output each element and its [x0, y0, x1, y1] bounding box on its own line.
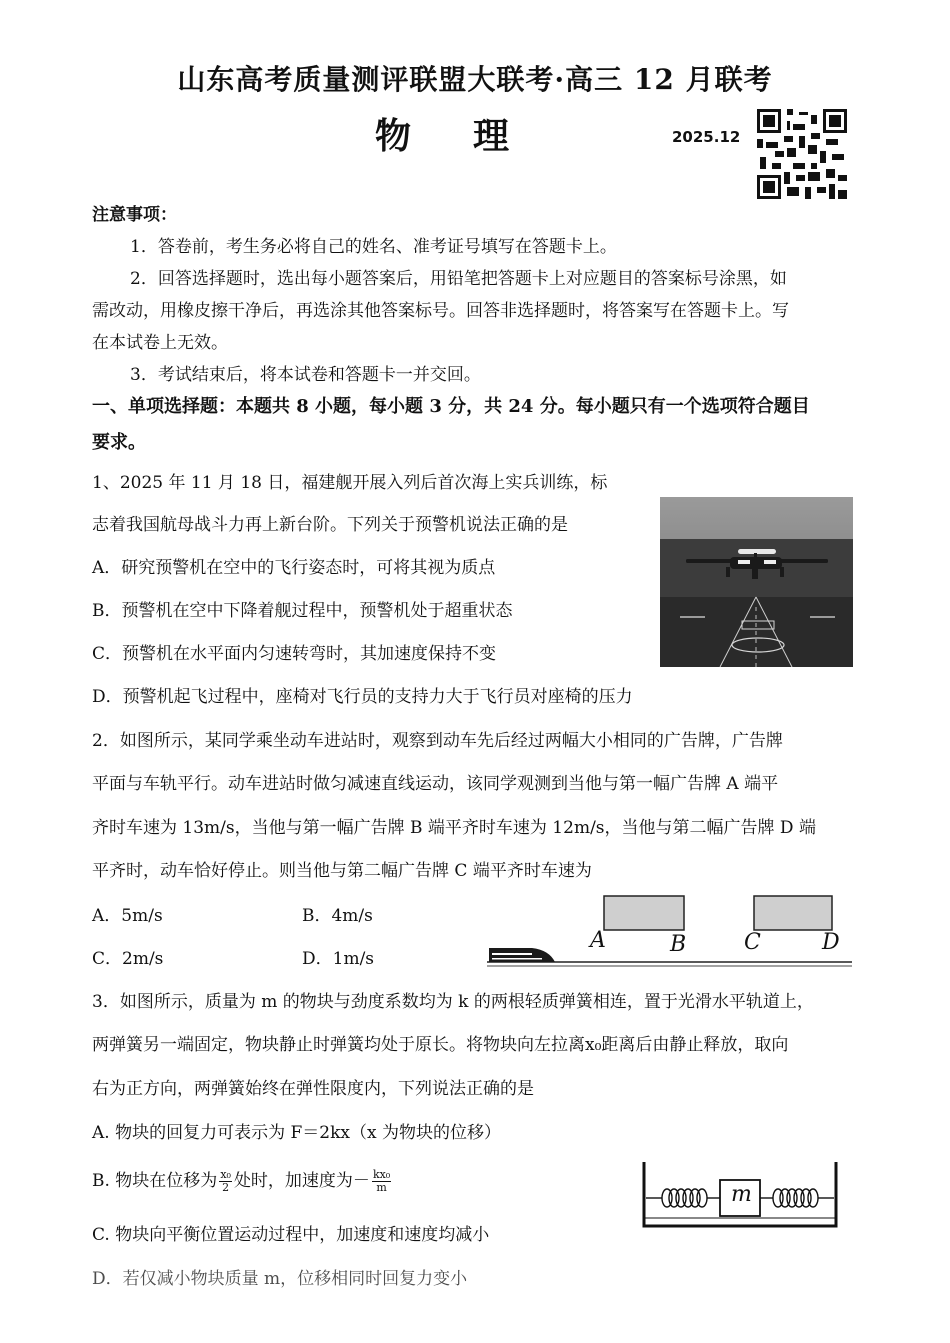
q1-option-b: B．预警机在空中下降着舰过程中，预警机处于超重状态 — [92, 601, 513, 621]
q3-option-b-prefix: B. 物块在位移为 — [92, 1171, 218, 1191]
q3-stem-line-2: 两弹簧另一端固定，物块静止时弹簧均处于原长。将物块向左拉离x₀距离后由静止释放，取向 — [92, 1035, 789, 1055]
q3-stem-line-1: 3．如图所示，质量为 m 的物块与劲度系数均为 k 的两根轻质弹簧相连，置于光滑水平轨道上， — [92, 992, 814, 1012]
section-heading-line-1: 一、单项选择题：本题共 8 小题，每小题 3 分，共 24 分。每小题只有一个选项符合题目 — [92, 396, 810, 417]
q1-stem-line-1: 1、2025 年 11 月 18 日，福建舰开展入列后首次海上实兵训练，标 — [92, 473, 608, 493]
q3-spring-mass-figure — [640, 1160, 840, 1232]
billboard-1 — [604, 896, 684, 930]
notice-item-2-line-3: 在本试卷上无效。 — [92, 333, 228, 353]
q1-option-c: C．预警机在水平面内匀速转弯时，其加速度保持不变 — [92, 644, 497, 664]
q3-option-b-middle: 处时，加速度为－ — [233, 1171, 370, 1191]
notice-item-3: 3．考试结束后，将本试卷和答题卡一并交回。 — [130, 365, 481, 385]
billboard-2 — [754, 896, 832, 930]
subject-title: 物理 — [375, 115, 572, 157]
q2-option-d: D．1m/s — [302, 949, 375, 969]
fraction-x0-over-2: $\frac{\text{x₀}}{2}$ — [220, 1168, 231, 1194]
q2-stem-line-2: 平面与车轨平行。动车进站时做匀减速直线运动，该同学观测到当他与第一幅广告牌 A 端平 — [92, 774, 779, 794]
q3-option-d: D．若仅减小物块质量 m，位移相同时回复力变小 — [92, 1269, 468, 1289]
label-b: B — [670, 932, 687, 957]
notice-item-2-line-1: 2．回答选择题时，选出每小题答案后，用铅笔把答题卡上对应题目的答案标号涂黑，如 — [130, 269, 787, 289]
q3-option-b — [92, 1166, 393, 1194]
left-spring — [646, 1189, 720, 1207]
label-c: C — [744, 930, 761, 955]
mass-label: m — [731, 1182, 752, 1207]
label-d: D — [822, 930, 840, 955]
q3-option-a: A. 物块的回复力可表示为 F＝2kx（x 为物块的位移） — [92, 1123, 501, 1143]
exam-date: 2025.12 — [672, 128, 741, 146]
train-icon — [489, 948, 555, 962]
q2-billboard-figure — [487, 892, 852, 972]
q2-option-a: A．5m/s — [92, 906, 163, 926]
q1-option-a: A．研究预警机在空中的飞行姿态时，可将其视为质点 — [92, 558, 496, 578]
notice-heading: 注意事项： — [92, 205, 177, 225]
q3-stem-line-3: 右为正方向，两弹簧始终在弹性限度内，下列说法正确的是 — [92, 1079, 534, 1099]
q1-stem-line-2: 志着我国航母战斗力再上新台阶。下列关于预警机说法正确的是 — [92, 515, 568, 535]
notice-item-1: 1．答卷前，考生务必将自己的姓名、准考证号填写在答题卡上。 — [130, 237, 617, 257]
fraction-kx0-over-m: $\frac{\text{kx₀}}{m}$ — [372, 1168, 391, 1194]
right-spring — [760, 1189, 834, 1207]
q3-option-c: C. 物块向平衡位置运动过程中，加速度和速度均减小 — [92, 1225, 490, 1245]
q2-option-c: C．2m/s — [92, 949, 164, 969]
notice-item-2-line-2: 需改动，用橡皮擦干净后，再选涂其他答案标号。回答非选择题时，将答案写在答题卡上。写 — [92, 301, 789, 321]
q2-option-b: B．4m/s — [302, 906, 373, 926]
label-a: A — [590, 928, 606, 953]
q2-stem-line-3: 齐时车速为 13m/s，当他与第一幅广告牌 B 端平齐时车速为 12m/s，当他与第二幅广告牌 D 端 — [92, 818, 816, 838]
exam-title: 山东高考质量测评联盟大联考·高三 12 月联考 — [177, 63, 773, 96]
early-warning-aircraft-photo — [660, 497, 853, 667]
qr-code-icon — [757, 108, 847, 200]
q1-option-d: D．预警机起飞过程中，座椅对飞行员的支持力大于飞行员对座椅的压力 — [92, 687, 633, 707]
q2-stem-line-4: 平齐时，动车恰好停止。则当他与第二幅广告牌 C 端平齐时车速为 — [92, 861, 592, 881]
q2-stem-line-1: 2．如图所示，某同学乘坐动车进站时，观察到动车先后经过两幅大小相同的广告牌，广告牌 — [92, 731, 783, 751]
section-heading-line-2: 要求。 — [92, 432, 146, 453]
